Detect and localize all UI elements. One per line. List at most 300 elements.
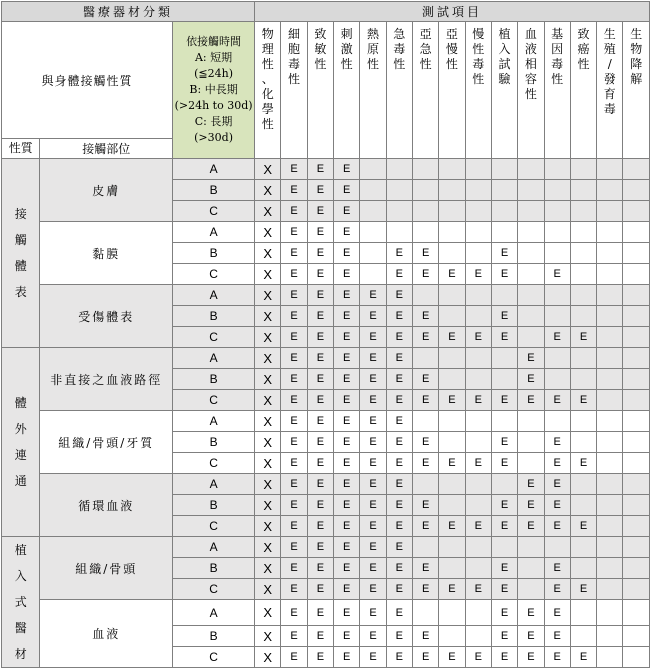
test-mark-cell: E	[281, 411, 307, 432]
test-mark-cell: E	[281, 222, 307, 243]
test-mark-cell	[439, 474, 465, 495]
test-mark-cell	[465, 306, 491, 327]
test-mark-cell	[518, 201, 544, 222]
test-mark-cell	[439, 348, 465, 369]
test-header-4: 熱 原 性	[360, 22, 386, 159]
test-mark-cell: E	[360, 537, 386, 558]
test-mark-cell: E	[518, 516, 544, 537]
test-mark-cell	[465, 600, 491, 626]
test-mark-cell	[518, 159, 544, 180]
test-mark-cell	[360, 264, 386, 285]
test-mark-cell: E	[544, 474, 570, 495]
test-mark-cell	[518, 432, 544, 453]
test-mark-cell: E	[439, 579, 465, 600]
test-mark-cell: E	[386, 264, 412, 285]
table-row	[2, 348, 650, 369]
test-mark-cell	[597, 579, 623, 600]
contact-site-cell: 組織/骨頭	[40, 537, 173, 600]
test-mark-cell: E	[386, 453, 412, 474]
test-mark-cell: E	[491, 264, 517, 285]
test-mark-cell: E	[281, 626, 307, 647]
duration-cell: B	[173, 495, 255, 516]
test-mark-cell: E	[360, 647, 386, 668]
test-mark-cell: E	[386, 369, 412, 390]
contact-site-cell: 皮膚	[40, 159, 173, 222]
test-mark-cell: E	[544, 495, 570, 516]
test-mark-cell: X	[255, 474, 281, 495]
test-mark-cell	[439, 411, 465, 432]
test-mark-cell: E	[491, 647, 517, 668]
test-mark-cell: E	[360, 495, 386, 516]
test-mark-cell: E	[518, 495, 544, 516]
test-mark-cell: E	[465, 327, 491, 348]
test-mark-cell	[412, 474, 438, 495]
test-mark-cell: X	[255, 285, 281, 306]
test-mark-cell: E	[412, 647, 438, 668]
test-mark-cell	[623, 201, 650, 222]
test-mark-cell	[544, 306, 570, 327]
duration-legend-line: (≦24h)	[194, 67, 234, 80]
test-mark-cell: E	[491, 516, 517, 537]
test-mark-cell	[491, 474, 517, 495]
test-mark-cell	[439, 243, 465, 264]
test-header-5: 急 毒 性	[386, 22, 412, 159]
test-mark-cell	[465, 411, 491, 432]
test-mark-cell: E	[491, 558, 517, 579]
test-mark-cell	[570, 411, 596, 432]
test-mark-cell: E	[491, 327, 517, 348]
test-mark-cell	[597, 558, 623, 579]
test-mark-cell	[465, 495, 491, 516]
test-mark-cell	[623, 180, 650, 201]
test-mark-cell: X	[255, 495, 281, 516]
test-mark-cell	[597, 537, 623, 558]
test-mark-cell	[623, 558, 650, 579]
test-mark-cell	[597, 626, 623, 647]
contact-nature-header: 與身體接觸性質	[2, 22, 173, 139]
test-mark-cell	[623, 579, 650, 600]
test-mark-cell: E	[307, 327, 333, 348]
contact-nature-cell: 植 入 式 醫 材	[2, 537, 40, 668]
test-mark-cell: E	[491, 243, 517, 264]
duration-cell: B	[173, 432, 255, 453]
duration-cell: C	[173, 264, 255, 285]
test-mark-cell	[597, 201, 623, 222]
test-mark-cell	[623, 453, 650, 474]
duration-cell: C	[173, 453, 255, 474]
test-mark-cell	[439, 159, 465, 180]
test-header-10: 血 液 相 容 性	[518, 22, 544, 159]
test-mark-cell: E	[386, 306, 412, 327]
test-mark-cell	[412, 600, 438, 626]
test-mark-cell	[412, 537, 438, 558]
test-mark-cell: E	[386, 600, 412, 626]
test-mark-cell: E	[412, 453, 438, 474]
test-mark-cell: E	[386, 474, 412, 495]
test-mark-cell: E	[544, 600, 570, 626]
duration-legend-line: (>24h to 30d)	[174, 99, 253, 112]
test-mark-cell: E	[544, 327, 570, 348]
test-mark-cell	[623, 348, 650, 369]
contact-nature-cell: 接 觸 體 表	[2, 159, 40, 348]
test-mark-cell	[623, 474, 650, 495]
test-mark-cell: E	[281, 306, 307, 327]
duration-legend-line: 依接觸時間	[186, 35, 242, 48]
test-mark-cell	[518, 306, 544, 327]
test-mark-cell: E	[334, 600, 360, 626]
test-mark-cell: E	[386, 285, 412, 306]
test-mark-cell	[491, 411, 517, 432]
test-mark-cell: E	[334, 432, 360, 453]
test-mark-cell: X	[255, 647, 281, 668]
test-mark-cell	[491, 222, 517, 243]
test-mark-cell	[623, 222, 650, 243]
test-mark-cell: X	[255, 306, 281, 327]
test-mark-cell: E	[465, 579, 491, 600]
test-mark-cell	[570, 201, 596, 222]
test-header-13: 生 殖 / 發 育 毒	[597, 22, 623, 159]
test-mark-cell: X	[255, 558, 281, 579]
test-mark-cell: E	[412, 495, 438, 516]
test-mark-cell: X	[255, 201, 281, 222]
duration-cell: B	[173, 626, 255, 647]
test-mark-cell: E	[491, 495, 517, 516]
test-mark-cell: E	[491, 390, 517, 411]
test-mark-cell: E	[386, 558, 412, 579]
test-mark-cell	[518, 411, 544, 432]
test-header-2: 致 敏 性	[307, 22, 333, 159]
test-mark-cell	[518, 453, 544, 474]
test-mark-cell	[597, 411, 623, 432]
test-mark-cell: E	[386, 348, 412, 369]
test-mark-cell	[544, 243, 570, 264]
test-mark-cell	[465, 180, 491, 201]
duration-legend-line: A: 短期	[194, 51, 233, 64]
test-mark-cell	[597, 159, 623, 180]
test-mark-cell: E	[307, 516, 333, 537]
test-mark-cell: E	[360, 306, 386, 327]
test-mark-cell	[491, 369, 517, 390]
duration-cell: B	[173, 306, 255, 327]
table-row	[2, 222, 650, 243]
test-mark-cell	[518, 243, 544, 264]
contact-site-cell: 循環血液	[40, 474, 173, 537]
test-mark-cell	[570, 264, 596, 285]
test-mark-cell: E	[439, 647, 465, 668]
test-mark-cell: E	[281, 474, 307, 495]
test-mark-cell: E	[281, 201, 307, 222]
test-mark-cell: E	[281, 600, 307, 626]
test-mark-cell: E	[412, 626, 438, 647]
header-row-1	[2, 2, 650, 22]
test-mark-cell	[518, 222, 544, 243]
test-mark-cell	[518, 579, 544, 600]
test-mark-cell: X	[255, 369, 281, 390]
test-mark-cell: E	[570, 516, 596, 537]
test-mark-cell: E	[544, 432, 570, 453]
test-mark-cell	[412, 348, 438, 369]
test-mark-cell: E	[307, 180, 333, 201]
test-mark-cell	[491, 159, 517, 180]
test-mark-cell: E	[307, 474, 333, 495]
test-mark-cell: X	[255, 159, 281, 180]
test-mark-cell: E	[412, 432, 438, 453]
test-mark-cell: E	[518, 626, 544, 647]
test-mark-cell	[439, 558, 465, 579]
test-mark-cell	[360, 180, 386, 201]
test-mark-cell	[623, 537, 650, 558]
test-mark-cell	[623, 432, 650, 453]
test-mark-cell: E	[386, 411, 412, 432]
test-mark-cell	[491, 201, 517, 222]
test-mark-cell	[597, 647, 623, 668]
test-mark-cell: E	[412, 516, 438, 537]
test-mark-cell: E	[334, 474, 360, 495]
test-mark-cell	[623, 369, 650, 390]
biocompatibility-matrix	[1, 1, 650, 668]
test-mark-cell	[623, 647, 650, 668]
test-mark-cell	[491, 285, 517, 306]
test-mark-cell: E	[307, 285, 333, 306]
test-mark-cell: E	[334, 285, 360, 306]
test-mark-cell: E	[386, 432, 412, 453]
test-mark-cell	[623, 516, 650, 537]
test-mark-cell	[439, 626, 465, 647]
test-mark-cell	[623, 495, 650, 516]
test-mark-cell	[439, 600, 465, 626]
test-mark-cell	[412, 285, 438, 306]
test-mark-cell: X	[255, 264, 281, 285]
test-mark-cell	[570, 180, 596, 201]
contact-site-cell: 組織/骨頭/牙質	[40, 411, 173, 474]
test-mark-cell: E	[439, 390, 465, 411]
test-mark-cell	[570, 495, 596, 516]
test-mark-cell: E	[334, 516, 360, 537]
test-mark-cell: E	[307, 222, 333, 243]
table-row	[2, 537, 650, 558]
test-mark-cell: E	[334, 558, 360, 579]
test-mark-cell: E	[465, 453, 491, 474]
test-mark-cell: E	[491, 626, 517, 647]
test-mark-cell	[597, 306, 623, 327]
test-mark-cell	[439, 537, 465, 558]
test-mark-cell	[570, 432, 596, 453]
test-mark-cell: E	[465, 516, 491, 537]
table-header	[2, 2, 650, 159]
test-mark-cell	[439, 222, 465, 243]
test-mark-cell: E	[307, 264, 333, 285]
test-mark-cell: E	[491, 600, 517, 626]
test-header-7: 亞 慢 性	[439, 22, 465, 159]
test-mark-cell	[465, 243, 491, 264]
test-mark-cell: E	[281, 516, 307, 537]
test-mark-cell: E	[518, 474, 544, 495]
duration-cell: A	[173, 411, 255, 432]
test-mark-cell: E	[570, 453, 596, 474]
test-header-8: 慢 性 毒 性	[465, 22, 491, 159]
test-mark-cell	[360, 222, 386, 243]
test-mark-cell	[623, 626, 650, 647]
test-mark-cell	[412, 180, 438, 201]
test-mark-cell: E	[570, 647, 596, 668]
test-mark-cell: E	[360, 390, 386, 411]
test-mark-cell	[439, 495, 465, 516]
test-mark-cell: E	[544, 390, 570, 411]
duration-cell: C	[173, 579, 255, 600]
test-mark-cell: E	[307, 159, 333, 180]
table-row	[2, 411, 650, 432]
test-mark-cell	[465, 626, 491, 647]
test-mark-cell: E	[281, 579, 307, 600]
test-mark-cell: E	[334, 201, 360, 222]
test-mark-cell: E	[334, 579, 360, 600]
test-mark-cell	[623, 264, 650, 285]
test-mark-cell	[623, 285, 650, 306]
contact-nature-cell: 體 外 連 通	[2, 348, 40, 537]
test-mark-cell: E	[281, 647, 307, 668]
nature-column-header: 性質	[2, 139, 40, 159]
test-mark-cell	[386, 159, 412, 180]
test-mark-cell: E	[491, 579, 517, 600]
test-header-6: 亞 急 性	[412, 22, 438, 159]
test-mark-cell	[386, 180, 412, 201]
test-mark-cell: E	[307, 348, 333, 369]
table-row	[2, 474, 650, 495]
test-mark-cell: E	[360, 285, 386, 306]
test-mark-cell	[597, 180, 623, 201]
test-mark-cell	[597, 369, 623, 390]
test-mark-cell: E	[491, 432, 517, 453]
duration-cell: A	[173, 159, 255, 180]
duration-cell: A	[173, 600, 255, 626]
test-mark-cell	[570, 306, 596, 327]
test-mark-cell	[597, 600, 623, 626]
test-mark-cell	[623, 327, 650, 348]
test-mark-cell	[570, 474, 596, 495]
test-mark-cell	[597, 285, 623, 306]
test-mark-cell: E	[518, 647, 544, 668]
test-mark-cell: X	[255, 516, 281, 537]
test-mark-cell: E	[439, 264, 465, 285]
test-mark-cell	[465, 369, 491, 390]
test-mark-cell: E	[334, 453, 360, 474]
duration-cell: B	[173, 180, 255, 201]
test-mark-cell	[439, 180, 465, 201]
test-mark-cell: E	[307, 201, 333, 222]
test-mark-cell	[544, 159, 570, 180]
test-mark-cell: E	[360, 348, 386, 369]
test-mark-cell	[544, 537, 570, 558]
test-mark-cell	[360, 159, 386, 180]
contact-site-cell: 受傷體表	[40, 285, 173, 348]
test-header-11: 基 因 毒 性	[544, 22, 570, 159]
test-mark-cell: X	[255, 243, 281, 264]
test-mark-cell: E	[518, 369, 544, 390]
duration-legend-line: C: 長期	[194, 115, 233, 128]
test-mark-cell: E	[412, 369, 438, 390]
test-mark-cell	[570, 537, 596, 558]
test-mark-cell: X	[255, 600, 281, 626]
test-mark-cell: E	[360, 474, 386, 495]
test-mark-cell: E	[334, 306, 360, 327]
test-mark-cell	[597, 516, 623, 537]
test-header-9: 植 入 試 驗	[491, 22, 517, 159]
test-mark-cell: E	[386, 647, 412, 668]
test-mark-cell	[570, 558, 596, 579]
test-mark-cell: E	[281, 495, 307, 516]
test-mark-cell	[465, 222, 491, 243]
test-mark-cell: E	[544, 579, 570, 600]
duration-cell: A	[173, 348, 255, 369]
test-mark-cell: X	[255, 411, 281, 432]
test-mark-cell	[597, 264, 623, 285]
test-header-12: 致 癌 性	[570, 22, 596, 159]
test-mark-cell: E	[307, 537, 333, 558]
test-mark-cell: E	[307, 579, 333, 600]
duration-cell: C	[173, 516, 255, 537]
test-mark-cell	[570, 285, 596, 306]
test-mark-cell	[597, 432, 623, 453]
test-mark-cell: E	[360, 327, 386, 348]
test-mark-cell: E	[570, 579, 596, 600]
test-mark-cell: E	[518, 600, 544, 626]
test-mark-cell	[412, 201, 438, 222]
test-mark-cell	[465, 159, 491, 180]
test-mark-cell: E	[386, 390, 412, 411]
test-mark-cell: E	[386, 243, 412, 264]
test-mark-cell: E	[465, 390, 491, 411]
test-mark-cell: E	[518, 348, 544, 369]
test-mark-cell: X	[255, 327, 281, 348]
test-mark-cell: E	[281, 558, 307, 579]
test-mark-cell: E	[412, 306, 438, 327]
test-items-header: 測試項目	[255, 2, 650, 22]
test-mark-cell: E	[360, 579, 386, 600]
header-row-2	[2, 22, 650, 139]
test-mark-cell: X	[255, 537, 281, 558]
test-mark-cell: E	[334, 390, 360, 411]
test-mark-cell: E	[307, 432, 333, 453]
test-mark-cell: E	[518, 390, 544, 411]
test-mark-cell: E	[386, 495, 412, 516]
test-mark-cell: E	[465, 647, 491, 668]
test-mark-cell: E	[281, 369, 307, 390]
test-mark-cell: E	[334, 264, 360, 285]
test-mark-cell: E	[544, 264, 570, 285]
test-mark-cell: E	[386, 626, 412, 647]
test-mark-cell	[623, 306, 650, 327]
test-mark-cell: E	[544, 626, 570, 647]
test-mark-cell: E	[334, 411, 360, 432]
test-mark-cell	[412, 411, 438, 432]
test-mark-cell	[360, 243, 386, 264]
test-mark-cell: E	[307, 369, 333, 390]
test-mark-cell	[597, 474, 623, 495]
test-mark-cell	[465, 285, 491, 306]
test-mark-cell: E	[334, 495, 360, 516]
test-mark-cell: E	[386, 516, 412, 537]
test-mark-cell: E	[281, 243, 307, 264]
test-mark-cell	[544, 180, 570, 201]
duration-cell: C	[173, 201, 255, 222]
test-mark-cell: X	[255, 453, 281, 474]
test-mark-cell	[570, 600, 596, 626]
test-mark-cell	[439, 432, 465, 453]
test-mark-cell	[570, 222, 596, 243]
test-mark-cell: E	[307, 558, 333, 579]
test-mark-cell	[439, 369, 465, 390]
site-column-header: 接觸部位	[40, 139, 173, 159]
